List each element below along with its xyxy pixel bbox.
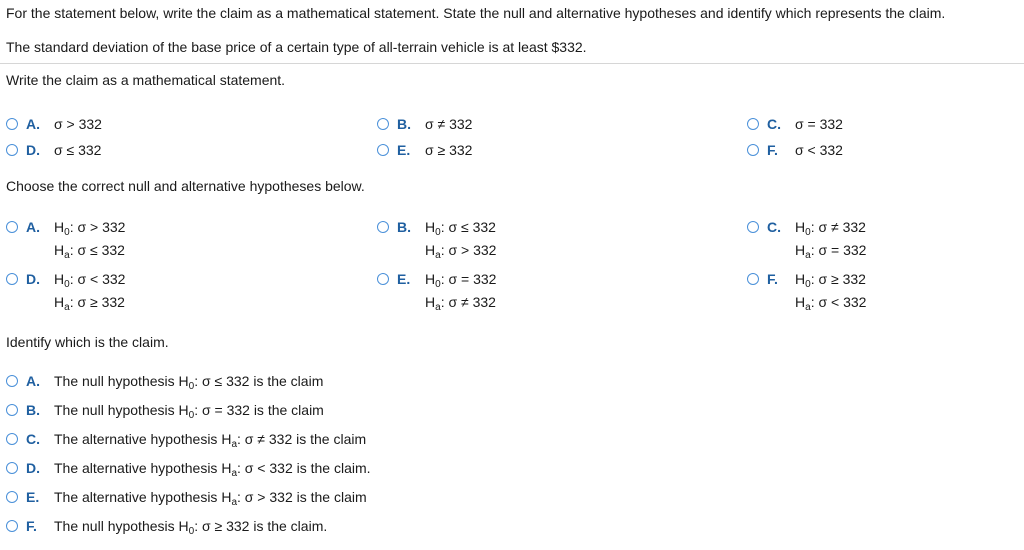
ha-expression: : σ ≥ 332 xyxy=(69,294,125,310)
alt-hypothesis xyxy=(54,294,125,313)
option-text xyxy=(54,431,367,450)
radio-button[interactable] xyxy=(747,144,759,156)
null-hypothesis xyxy=(54,271,126,290)
option-letter: C. xyxy=(767,219,781,235)
alt-hypothesis xyxy=(795,294,867,313)
claim-prefix: The null hypothesis H xyxy=(54,518,189,534)
alt-hypothesis xyxy=(795,242,867,261)
option-letter: D. xyxy=(26,142,40,158)
h-symbol: H xyxy=(425,242,436,258)
h0-expression: : σ = 332 xyxy=(440,271,497,287)
h-symbol: H xyxy=(795,219,806,235)
h-subscript: a xyxy=(805,302,811,313)
h-subscript: 0 xyxy=(805,279,811,290)
option-letter: C. xyxy=(767,116,781,132)
h-symbol: H xyxy=(795,271,806,287)
radio-button[interactable] xyxy=(747,118,759,130)
h-symbol: H xyxy=(54,219,65,235)
ha-expression: : σ ≤ 332 xyxy=(69,242,125,258)
h-subscript: a xyxy=(435,302,441,313)
option-letter: B. xyxy=(26,402,40,418)
option-letter: A. xyxy=(26,116,40,132)
h0-expression: : σ > 332 xyxy=(69,219,126,235)
h-symbol: H xyxy=(54,242,65,258)
null-hypothesis xyxy=(425,219,496,238)
option-letter: D. xyxy=(26,460,40,476)
option-letter: F. xyxy=(767,271,778,287)
ha-expression: : σ < 332 xyxy=(810,294,867,310)
radio-button[interactable] xyxy=(6,118,18,130)
statement-text: The standard deviation of the base price of a certain type of all-terrain vehicle is at least $332. xyxy=(6,39,587,55)
option-text xyxy=(54,518,328,537)
option-letter: D. xyxy=(26,271,40,287)
option-text xyxy=(54,402,324,421)
claim-prefix: The null hypothesis H xyxy=(54,373,189,389)
radio-button[interactable] xyxy=(6,404,18,416)
alt-hypothesis xyxy=(54,242,125,261)
option-letter: A. xyxy=(26,373,40,389)
radio-button[interactable] xyxy=(6,221,18,233)
part2-prompt: Choose the correct null and alternative hypotheses below. xyxy=(6,178,365,194)
claim-prefix: The alternative hypothesis H xyxy=(54,460,232,476)
option-text: σ = 332 xyxy=(795,116,843,132)
radio-button[interactable] xyxy=(6,520,18,532)
option-text: σ < 332 xyxy=(795,142,843,158)
option-text: σ > 332 xyxy=(54,116,102,132)
option-letter: F. xyxy=(26,518,37,534)
claim-suffix: : σ ≠ 332 is the claim xyxy=(237,431,367,447)
h-subscript: 0 xyxy=(188,526,195,537)
claim-prefix: The alternative hypothesis H xyxy=(54,489,232,505)
h-subscript: a xyxy=(805,250,811,261)
radio-button[interactable] xyxy=(377,118,389,130)
radio-button[interactable] xyxy=(377,273,389,285)
radio-button[interactable] xyxy=(377,144,389,156)
h-subscript: 0 xyxy=(64,227,70,238)
option-text: σ ≠ 332 xyxy=(425,116,473,132)
h-symbol: H xyxy=(425,219,436,235)
option-text xyxy=(54,373,324,392)
h-symbol: H xyxy=(54,294,65,310)
option-text: σ ≥ 332 xyxy=(425,142,473,158)
radio-button[interactable] xyxy=(6,462,18,474)
claim-prefix: The null hypothesis H xyxy=(54,402,189,418)
option-text xyxy=(54,460,371,479)
option-letter: C. xyxy=(26,431,40,447)
h0-expression: : σ ≥ 332 xyxy=(810,271,866,287)
alt-hypothesis xyxy=(425,242,497,261)
null-hypothesis xyxy=(425,271,497,290)
option-letter: E. xyxy=(26,489,40,505)
h-subscript: 0 xyxy=(435,279,441,290)
h-symbol: H xyxy=(425,294,436,310)
h-symbol: H xyxy=(425,271,436,287)
h-subscript: 0 xyxy=(64,279,70,290)
radio-button[interactable] xyxy=(6,433,18,445)
option-letter: B. xyxy=(397,219,411,235)
radio-button[interactable] xyxy=(377,221,389,233)
alt-hypothesis xyxy=(425,294,496,313)
radio-button[interactable] xyxy=(6,144,18,156)
option-letter: E. xyxy=(397,142,411,158)
claim-prefix: The alternative hypothesis H xyxy=(54,431,232,447)
h0-expression: : σ ≤ 332 xyxy=(440,219,496,235)
ha-expression: : σ ≠ 332 xyxy=(440,294,496,310)
null-hypothesis xyxy=(795,271,866,290)
claim-suffix: : σ = 332 is the claim xyxy=(194,402,324,418)
option-letter: E. xyxy=(397,271,411,287)
null-hypothesis xyxy=(795,219,866,238)
divider xyxy=(0,63,1024,64)
h-subscript: a xyxy=(231,439,237,450)
h-subscript: a xyxy=(64,250,70,261)
h-subscript: 0 xyxy=(435,227,441,238)
radio-button[interactable] xyxy=(6,273,18,285)
h-subscript: a xyxy=(231,497,237,508)
ha-expression: : σ = 332 xyxy=(810,242,867,258)
h-subscript: a xyxy=(231,468,237,479)
radio-button[interactable] xyxy=(747,221,759,233)
radio-button[interactable] xyxy=(747,273,759,285)
option-letter: B. xyxy=(397,116,411,132)
radio-button[interactable] xyxy=(6,491,18,503)
h0-expression: : σ < 332 xyxy=(69,271,126,287)
claim-suffix: : σ > 332 is the claim xyxy=(237,489,367,505)
h-subscript: 0 xyxy=(188,381,195,392)
option-letter: F. xyxy=(767,142,778,158)
claim-suffix: : σ ≥ 332 is the claim. xyxy=(194,518,328,534)
h-subscript: 0 xyxy=(805,227,811,238)
h-symbol: H xyxy=(54,271,65,287)
option-text xyxy=(54,489,367,508)
part1-prompt: Write the claim as a mathematical statement. xyxy=(6,72,286,88)
instruction-text: For the statement below, write the claim as a mathematical statement. State the null and alternative hypotheses and identify which represents the claim. xyxy=(6,5,946,21)
option-text: σ ≤ 332 xyxy=(54,142,102,158)
option-letter: A. xyxy=(26,219,40,235)
h-subscript: 0 xyxy=(188,410,195,421)
claim-suffix: : σ < 332 is the claim. xyxy=(237,460,371,476)
ha-expression: : σ > 332 xyxy=(440,242,497,258)
h-symbol: H xyxy=(795,294,806,310)
radio-button[interactable] xyxy=(6,375,18,387)
null-hypothesis xyxy=(54,219,126,238)
h-subscript: a xyxy=(435,250,441,261)
claim-suffix: : σ ≤ 332 is the claim xyxy=(194,373,324,389)
h-subscript: a xyxy=(64,302,70,313)
part3-prompt: Identify which is the claim. xyxy=(6,334,169,350)
h-symbol: H xyxy=(795,242,806,258)
h0-expression: : σ ≠ 332 xyxy=(810,219,866,235)
